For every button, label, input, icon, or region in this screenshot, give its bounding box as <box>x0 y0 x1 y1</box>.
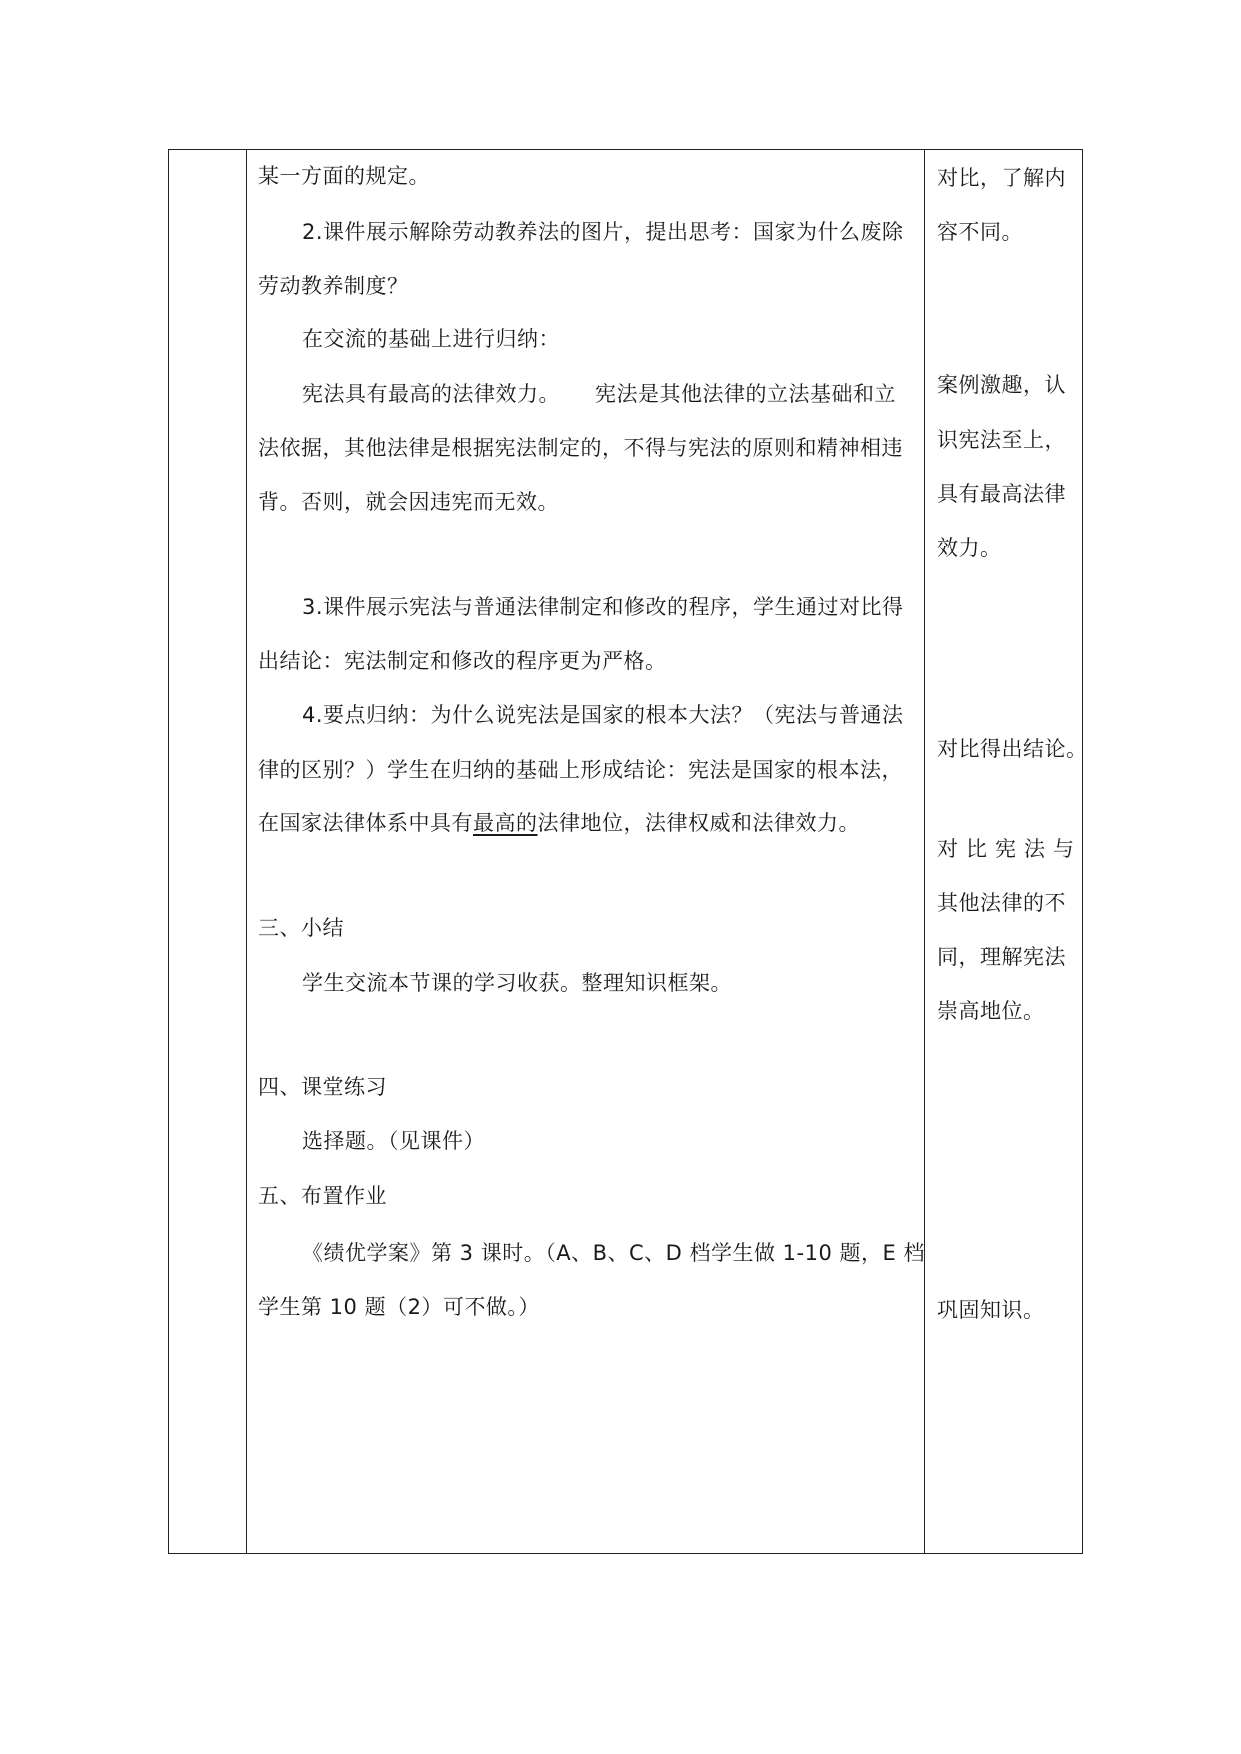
text-line: 法依据，其他法律是根据宪法制定的，不得与宪法的原则和精神相违 <box>258 436 903 460</box>
text-line: 学生第 10 题（2）可不做。） <box>258 1295 540 1319</box>
text-run: 在国家法律体系中具有 <box>258 811 473 835</box>
text-line: 选择题。（见课件） <box>302 1129 485 1153</box>
note-line: 对比宪法与 <box>937 837 1082 861</box>
note-line: 对比得出结论。 <box>937 737 1088 761</box>
underlined-text: 最高的 <box>473 811 538 835</box>
text-line: 律的区别？）学生在归纳的基础上形成结论：宪法是国家的根本法， <box>258 758 903 782</box>
note-line: 对比，了解内 <box>937 166 1066 190</box>
text-run: 法律地位，法律权威和法律效力。 <box>537 811 860 835</box>
text-line: 劳动教养制度？ <box>258 274 409 298</box>
note-line: 效力。 <box>937 536 1002 560</box>
text-line: 宪法是其他法律的立法基础和立 <box>595 382 896 406</box>
note-line: 案例激趣，认 <box>937 373 1066 397</box>
section-heading: 三、小结 <box>258 916 344 940</box>
text-line: 背。否则，就会因违宪而无效。 <box>258 490 559 514</box>
note-line: 巩固知识。 <box>937 1298 1045 1322</box>
section-heading: 五、布置作业 <box>258 1184 387 1208</box>
note-line: 识宪法至上， <box>937 428 1066 452</box>
text-line: 《绩优学案》第 3 课时。（A、B、C、D 档学生做 1-10 题，E 档 <box>302 1241 925 1265</box>
text-line: 3.课件展示宪法与普通法律制定和修改的程序，学生通过对比得 <box>302 595 904 619</box>
note-line: 同，理解宪法 <box>937 945 1066 969</box>
text-line: 出结论：宪法制定和修改的程序更为严格。 <box>258 649 667 673</box>
text-line: 学生交流本节课的学习收获。整理知识框架。 <box>302 971 732 995</box>
section-heading: 四、课堂练习 <box>258 1075 387 1099</box>
note-line: 容不同。 <box>937 220 1023 244</box>
text-line: 宪法具有最高的法律效力。 <box>302 382 560 406</box>
text-line: 2.课件展示解除劳动教养法的图片，提出思考：国家为什么废除 <box>302 220 904 244</box>
column-divider-left <box>246 150 247 1553</box>
text-line: 4.要点归纳：为什么说宪法是国家的根本大法？（宪法与普通法 <box>302 703 904 727</box>
text-line: 某一方面的规定。 <box>258 164 430 188</box>
text-line: 在交流的基础上进行归纳： <box>302 327 560 351</box>
text-line <box>258 809 860 837</box>
note-line: 崇高地位。 <box>937 999 1045 1023</box>
column-divider-right <box>924 150 925 1553</box>
note-line: 具有最高法律 <box>937 482 1066 506</box>
note-line: 其他法律的不 <box>937 891 1066 915</box>
